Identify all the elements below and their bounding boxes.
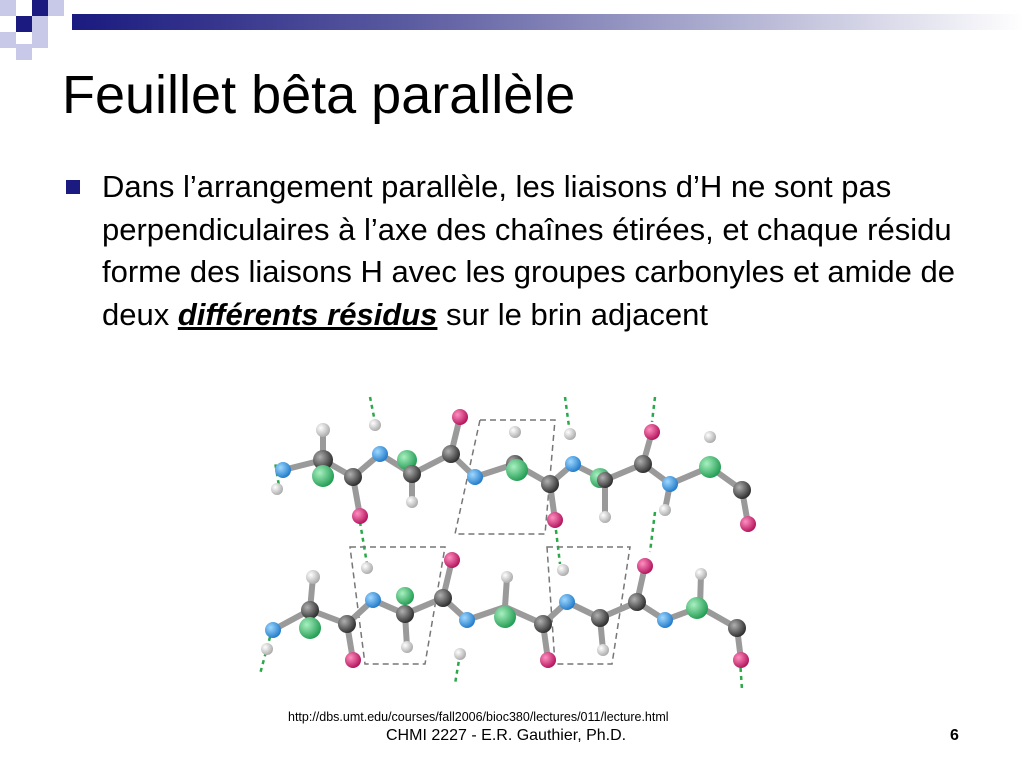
bullet-text [102, 166, 962, 336]
slide-header-decoration [0, 0, 1024, 60]
square-bullet-icon [66, 180, 80, 194]
source-url: http://dbs.umt.edu/courses/fall2006/bioc380/lectures/011/lecture.html [288, 710, 669, 724]
page-number: 6 [950, 727, 959, 744]
bullet-text-end: sur le brin adjacent [437, 296, 708, 332]
slide-title: Feuillet bêta parallèle [62, 65, 576, 125]
bullet-text-emphasis: différents résidus [177, 296, 438, 332]
parallel-beta-sheet-figure [255, 392, 780, 694]
residue-boxes [350, 420, 630, 664]
bullet-text-main: Dans l’arrangement parallèle, les liaisons d’H ne sont pas perpendiculaires à l’axe des chaînes étirées, et chaque résidu forme des liaisons H avec les groupes carbonyles et amide de deux [102, 169, 955, 332]
bullet-item [62, 166, 962, 336]
footer-author: CHMI 2227 - E.R. Gauthier, Ph.D. [386, 727, 627, 744]
strand-2-atoms [261, 552, 749, 668]
hydrogen-bonds [260, 397, 742, 690]
